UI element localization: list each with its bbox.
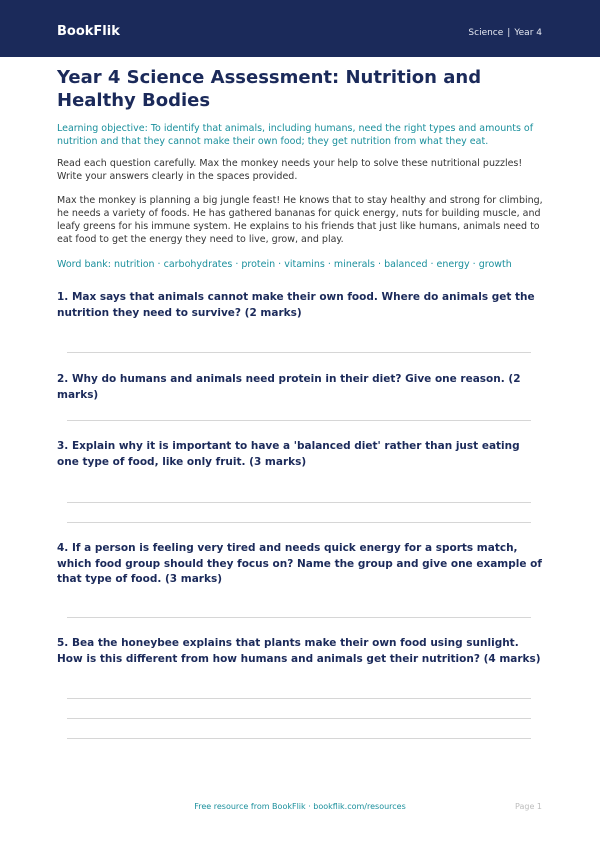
page-header bbox=[0, 0, 600, 57]
header-meta bbox=[468, 28, 542, 38]
word-bank: Word bank: nutrition · carbohydrates · protein · vitamins · minerals · balanced · energy · growth bbox=[57, 259, 512, 270]
answer-line[interactable] bbox=[67, 698, 531, 699]
page-number: Page 1 bbox=[515, 802, 542, 811]
answer-line[interactable] bbox=[67, 522, 531, 523]
answer-line[interactable] bbox=[67, 502, 531, 503]
answer-line[interactable] bbox=[67, 718, 531, 719]
question-2: 2. Why do humans and animals need protein in their diet? Give one reason. (2 marks) bbox=[57, 373, 521, 401]
question-5: 5. Bea the honeybee explains that plants make their own food using sunlight. How is this different from how humans and animals get their nutrition? (4 marks) bbox=[57, 637, 541, 665]
answer-line[interactable] bbox=[67, 617, 531, 618]
brand-logo: BookFlik bbox=[57, 24, 120, 39]
meta-separator: | bbox=[507, 28, 511, 38]
instructions: Read each question carefully. Max the monkey needs your help to solve these nutritional puzzles! Write your answers clearly in the spaces provided. bbox=[57, 158, 523, 182]
question-1: 1. Max says that animals cannot make their own food. Where do animals get the nutrition they need to survive? (2 marks) bbox=[57, 291, 535, 319]
page-title: Year 4 Science Assessment: Nutrition and Healthy Bodies bbox=[57, 67, 482, 111]
question-3: 3. Explain why it is important to have a 'balanced diet' rather than just eating one type of food, like only fruit. (3 marks) bbox=[57, 440, 520, 468]
answer-line[interactable] bbox=[67, 420, 531, 421]
answer-line[interactable] bbox=[67, 738, 531, 739]
story-passage: Max the monkey is planning a big jungle feast! He knows that to stay healthy and strong for climbing, he needs a variety of foods. He has gathered bananas for quick energy, nuts for building muscle, and leafy greens for his immune system. He explains to his friends that just like humans, animals need to eat food to get the energy they need to live, grow, and play. bbox=[57, 195, 543, 245]
year-label: Year 4 bbox=[514, 28, 542, 38]
footer-link[interactable]: Free resource from BookFlik · bookflik.com/resources bbox=[194, 802, 406, 811]
answer-line[interactable] bbox=[67, 352, 531, 353]
learning-objective: Learning objective: To identify that animals, including humans, need the right types and amounts of nutrition and that they cannot make their own food; they get nutrition from what they eat. bbox=[57, 123, 534, 147]
subject-label: Science bbox=[468, 28, 504, 38]
question-4: 4. If a person is feeling very tired and needs quick energy for a sports match, which food group should they focus on? Name the group and give one example of that type of food. (3 marks) bbox=[57, 542, 542, 585]
